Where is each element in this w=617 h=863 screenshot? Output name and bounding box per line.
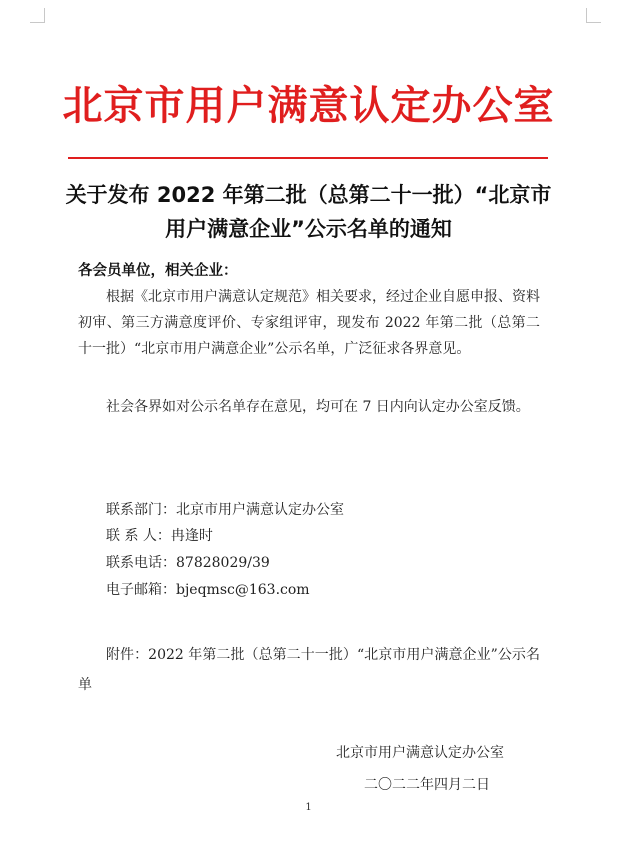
signature-organization: 北京市用户满意认定办公室 <box>336 745 504 761</box>
contact-email: 电子邮箱：bjeqmsc@163.com <box>106 582 310 598</box>
page-number: 1 <box>305 802 312 813</box>
contact-department: 联系部门：北京市用户满意认定办公室 <box>106 502 344 518</box>
attachment-note: 附件：2022 年第二批（总第二十一批）“北京市用户满意企业”公示名单 <box>78 647 540 693</box>
notice-title: 关于发布 2022 年第二批（总第二十一批）“北京市用户满意企业”公示名单的通知 <box>65 183 552 241</box>
salutation: 各会员单位，相关企业： <box>78 263 238 279</box>
letterhead-divider <box>68 157 548 159</box>
body-paragraph-2: 社会各界如对公示名单存在意见，均可在 7 日内向认定办公室反馈。 <box>106 399 530 415</box>
crop-mark-top-left <box>30 8 45 23</box>
letterhead-title: 北京市用户满意认定办公室 <box>62 82 555 129</box>
contact-phone: 联系电话：87828029/39 <box>106 555 270 571</box>
contact-person: 联 系 人：冉逢时 <box>106 528 213 544</box>
signature-date: 二〇二二年四月二日 <box>364 777 490 793</box>
crop-mark-top-right <box>586 8 601 23</box>
body-paragraph-1: 根据《北京市用户满意认定规范》相关要求，经过企业自愿申报、资料初审、第三方满意度评价、专家组评审，现发布 2022 年第二批（总第二十一批）“北京市用户满意企业”公示名单，广泛征求各界意见。 <box>78 289 540 357</box>
